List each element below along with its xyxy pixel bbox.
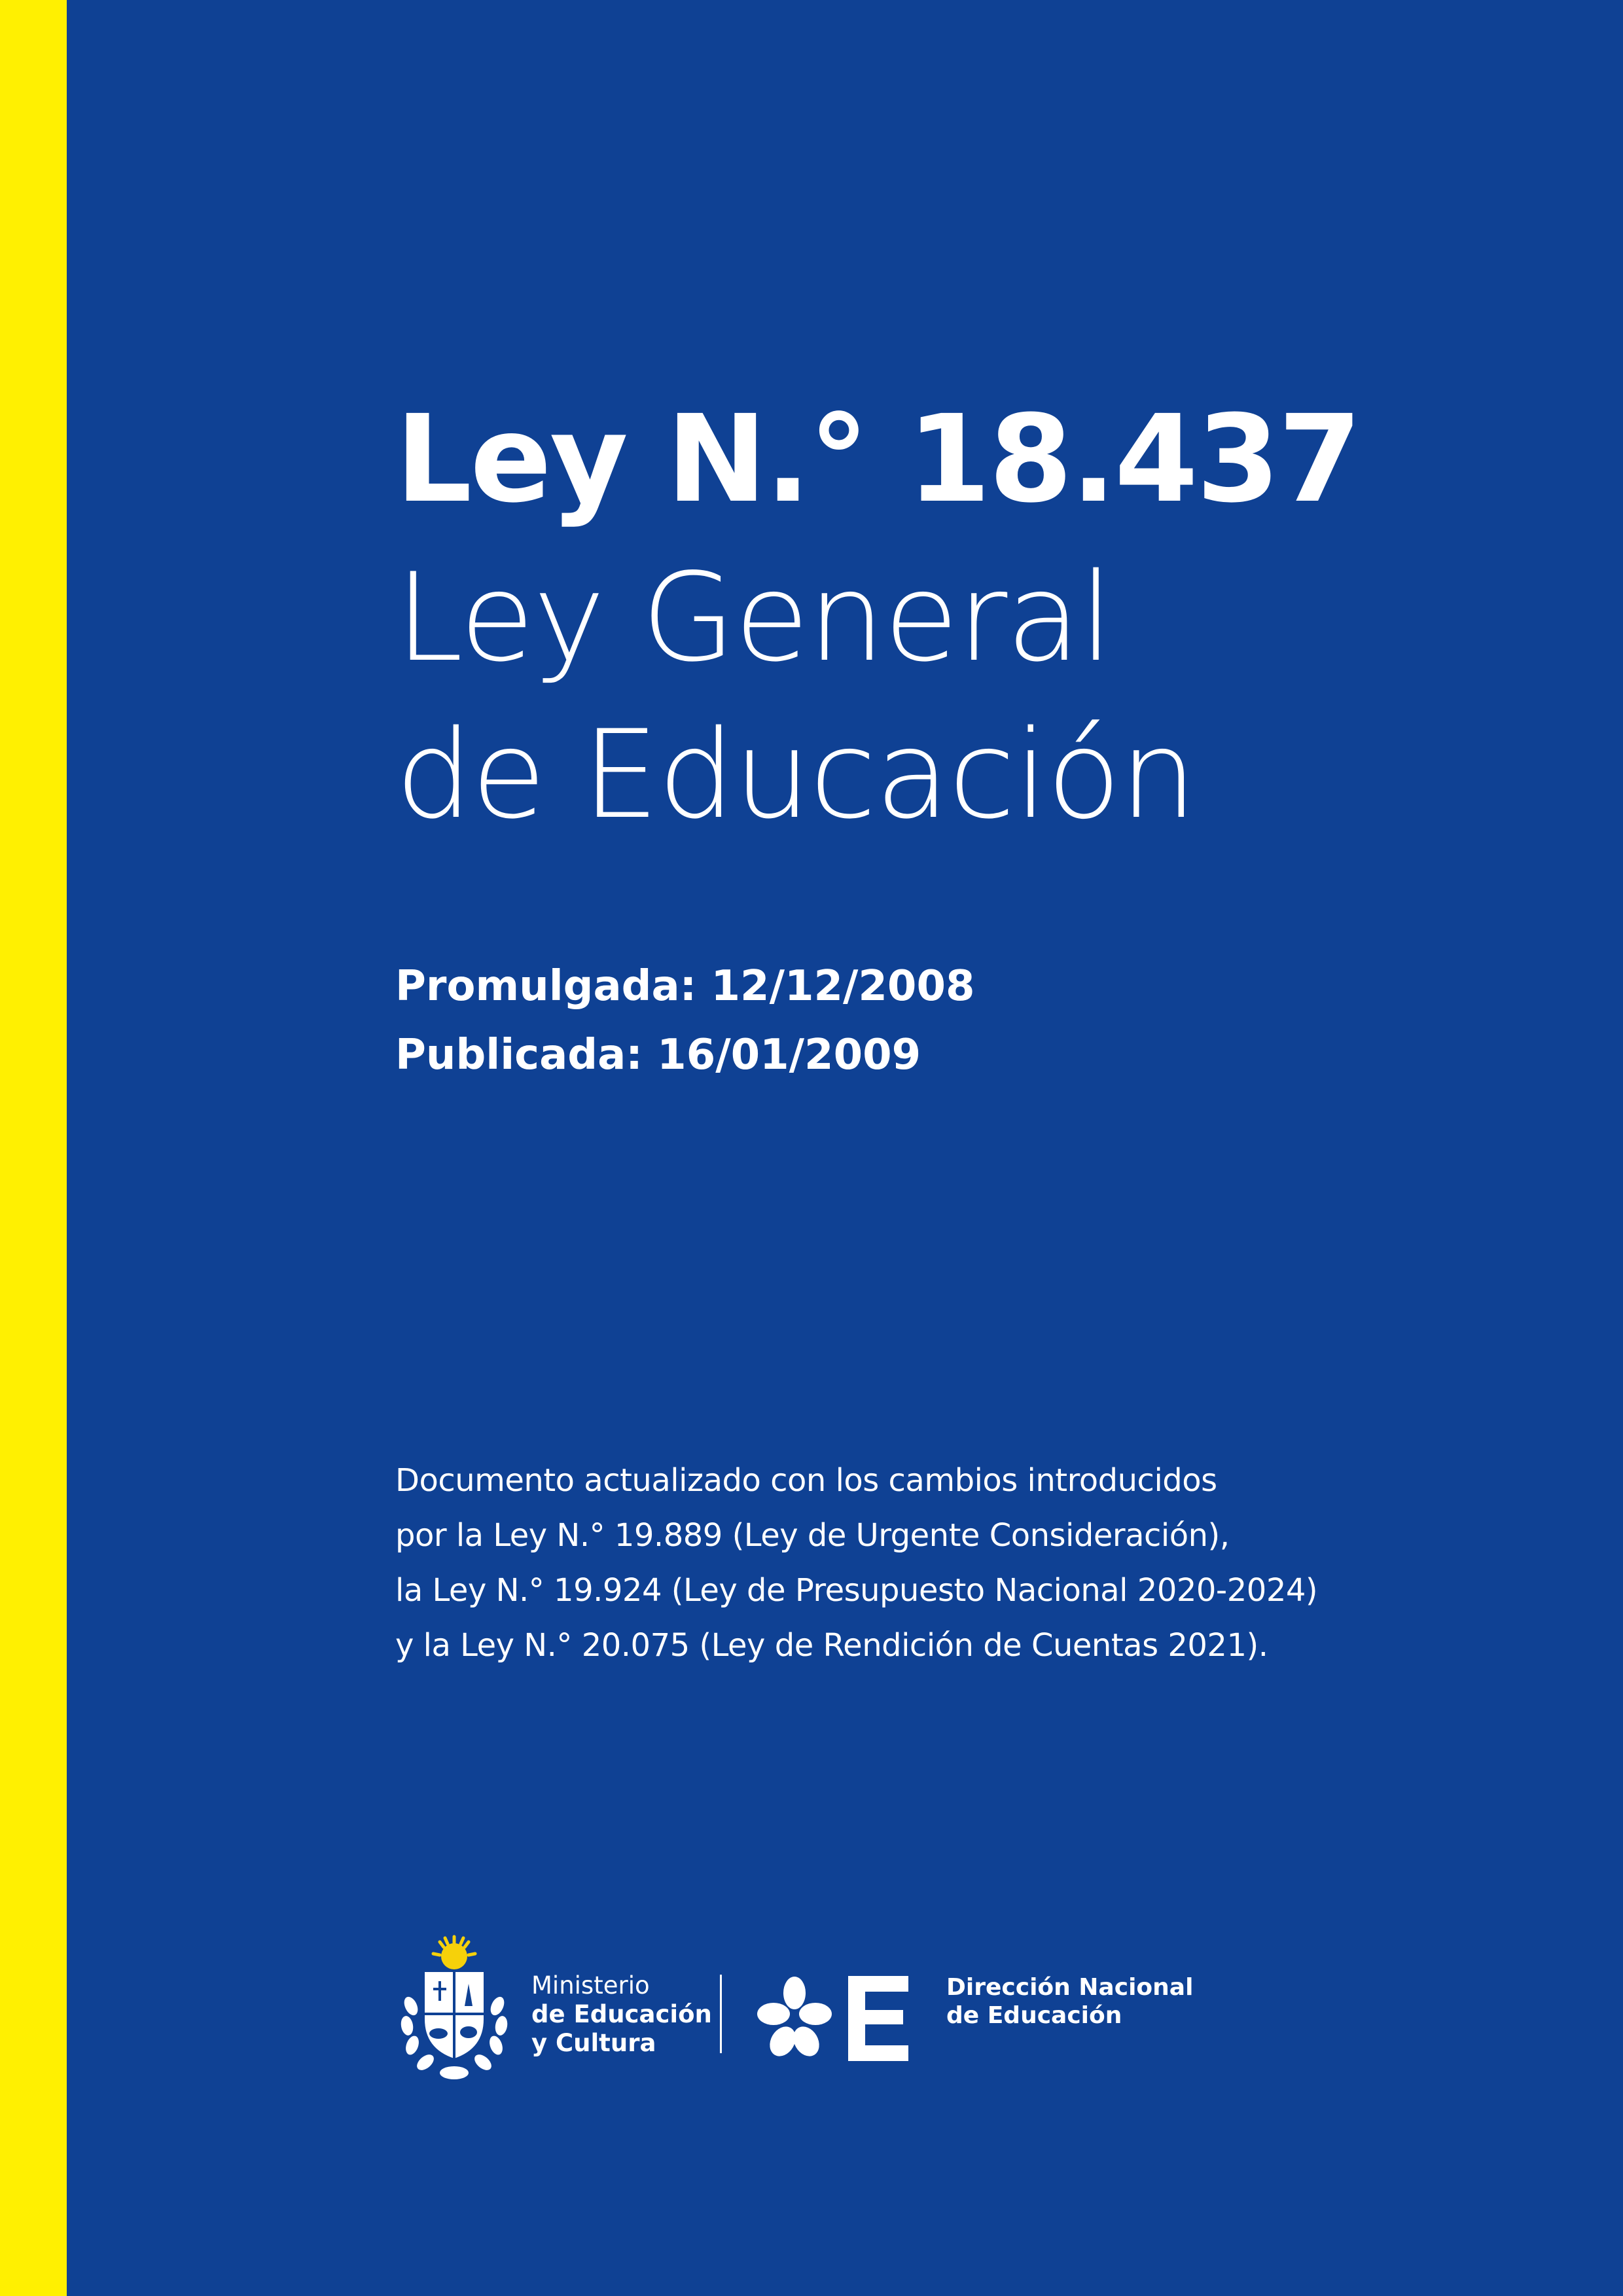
- ministry-line-2: de Educación: [531, 2000, 712, 2028]
- dne-logo-text: [946, 1973, 1193, 2030]
- note-line: y la Ley N.° 20.075 (Ley de Rendición de Cuentas 2021).: [395, 1627, 1268, 1664]
- dne-line-2: de Educación: [946, 2002, 1122, 2029]
- law-name-line-1: Ley General: [395, 547, 1112, 689]
- dates-block: [395, 952, 975, 1090]
- accent-band: [0, 0, 67, 2296]
- logo-divider: [720, 1975, 722, 2053]
- law-name-line-2: de Educación: [395, 704, 1196, 846]
- note-line: Documento actualizado con los cambios introducidos: [395, 1462, 1217, 1499]
- published-date: Publicada: 16/01/2009: [395, 1031, 921, 1079]
- dne-line-1: Dirección Nacional: [946, 1974, 1194, 2001]
- update-note: [395, 1453, 1317, 1673]
- note-line: la Ley N.° 19.924 (Ley de Presupuesto Nacional 2020-2024): [395, 1572, 1318, 1609]
- ministry-line-3: y Cultura: [531, 2029, 656, 2057]
- promulgated-date: Promulgada: 12/12/2008: [395, 962, 975, 1011]
- logos-footer: [395, 1934, 1246, 2085]
- ministry-line-1: Ministerio: [531, 1971, 650, 2000]
- law-number: Ley N.° 18.437: [395, 389, 1361, 529]
- law-name: [395, 539, 1541, 853]
- ministry-logo-text: [531, 1971, 712, 2058]
- flower-e-icon: [754, 1973, 924, 2065]
- title-block: [395, 389, 1541, 853]
- note-line: por la Ley N.° 19.889 (Ley de Urgente Consideración),: [395, 1517, 1230, 1554]
- uruguay-coat-of-arms-icon: [395, 1934, 513, 2085]
